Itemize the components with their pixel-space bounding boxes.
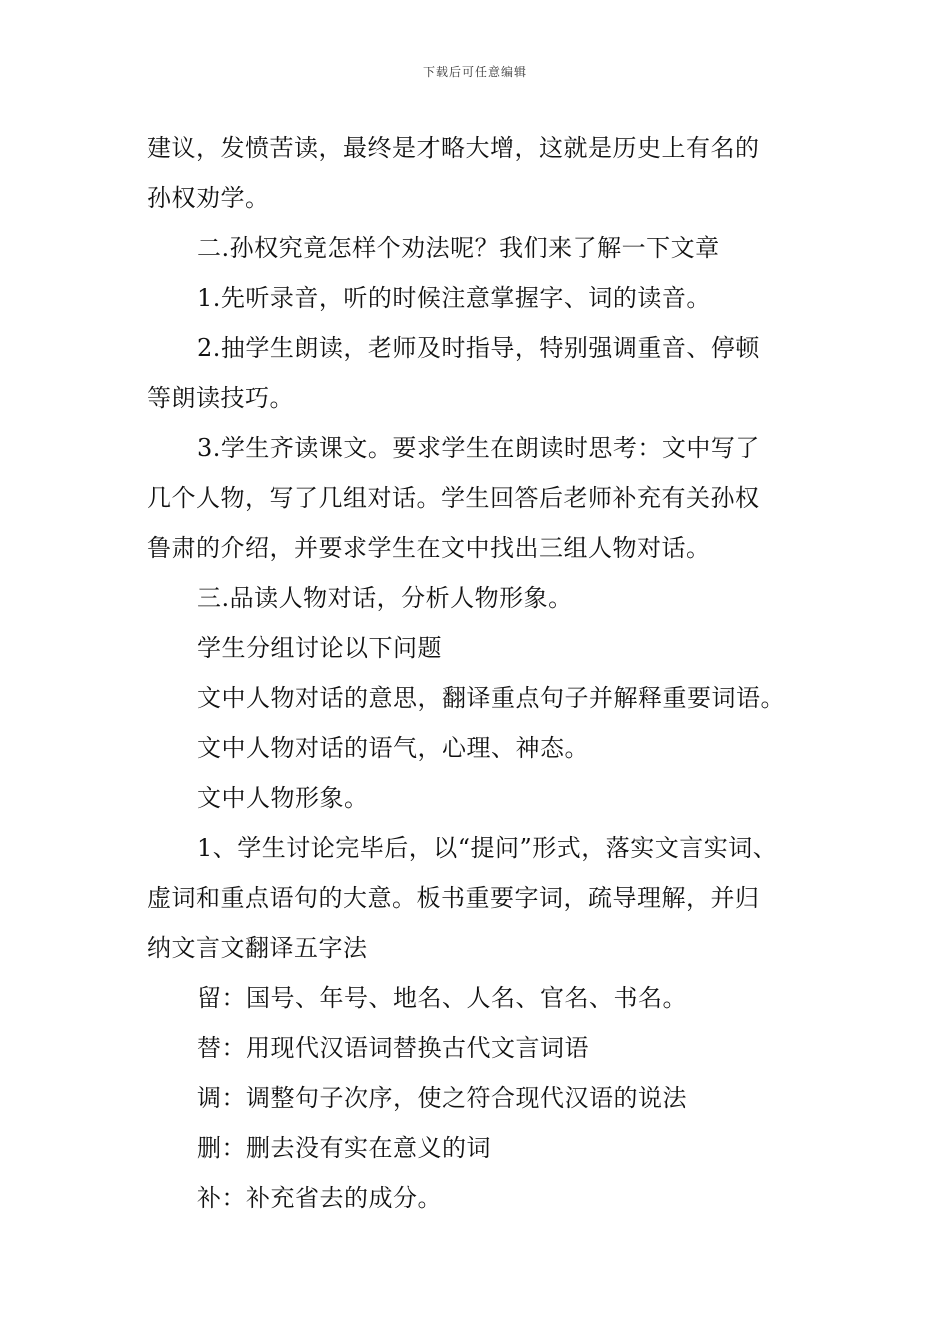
list-item: 调：调整句子次序，使之符合现代汉语的说法 — [197, 1084, 687, 1112]
page-header: 下载后可任意编辑 — [422, 65, 527, 79]
paragraph-line: 1.先听录音，听的时候注意掌握字、词的读音。 — [197, 284, 711, 312]
paragraph-line: 学生分组讨论以下问题 — [197, 634, 442, 662]
list-item: 补：补充省去的成分。 — [197, 1184, 442, 1212]
list-item: 留：国号、年号、地名、人名、官名、书名。 — [197, 984, 687, 1012]
section-heading: 二.孙权究竟怎样个劝法呢？我们来了解一下文章 — [197, 234, 720, 262]
paragraph-line: 3.学生齐读课文。要求学生在朗读时思考：文中写了 — [197, 434, 760, 462]
paragraph-line: 等朗读技巧。 — [147, 384, 294, 412]
paragraph-line: 虚词和重点语句的大意。板书重要字词，疏导理解，并归 — [147, 884, 760, 912]
paragraph-line: 纳文言文翻译五字法 — [147, 934, 368, 962]
paragraph-line: 1、学生讨论完毕后，以“提问”形式，落实文言实词、 — [197, 834, 778, 862]
paragraph-line: 文中人物形象。 — [197, 784, 369, 812]
section-heading: 三.品读人物对话，分析人物形象。 — [197, 584, 573, 612]
list-item: 替：用现代汉语词替换古代文言词语 — [197, 1034, 589, 1062]
paragraph-line: 建议，发愤苦读，最终是才略大增，这就是历史上有名的 — [147, 134, 760, 162]
list-item: 删：删去没有实在意义的词 — [197, 1134, 491, 1162]
paragraph-line: 鲁肃的介绍，并要求学生在文中找出三组人物对话。 — [147, 534, 711, 562]
paragraph-line: 文中人物对话的语气，心理、神态。 — [197, 734, 589, 762]
paragraph-line: 几个人物，写了几组对话。学生回答后老师补充有关孙权 — [147, 484, 760, 512]
paragraph-line: 孙权劝学。 — [147, 184, 270, 212]
paragraph-line: 2.抽学生朗读，老师及时指导，特别强调重音、停顿 — [197, 334, 760, 362]
paragraph-line: 文中人物对话的意思，翻译重点句子并解释重要词语。 — [197, 684, 785, 712]
